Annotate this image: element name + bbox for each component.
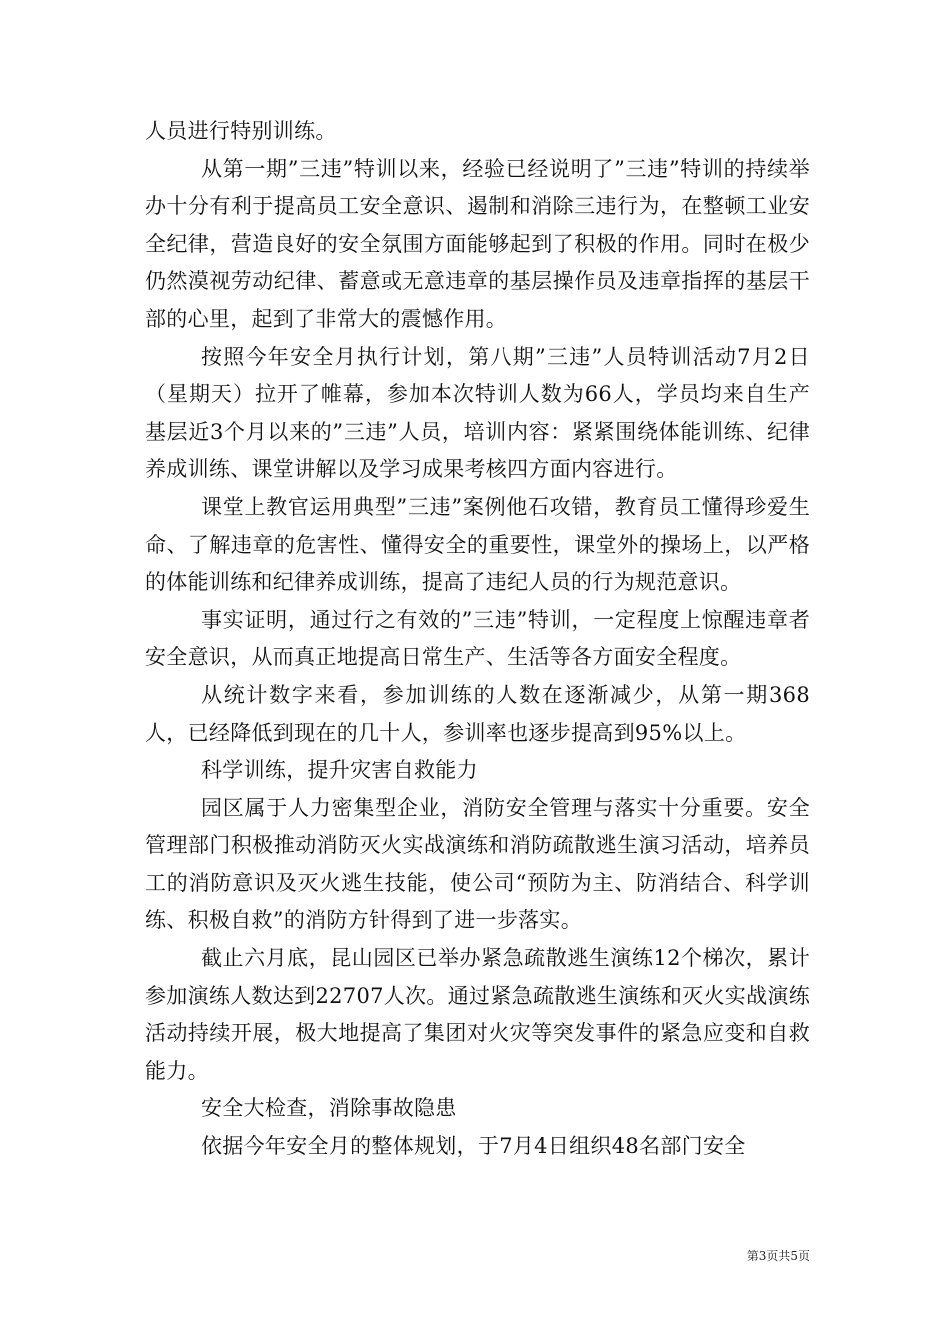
paragraph: 课堂上教官运用典型”三违”案例他石攻错，教育员工懂得珍爱生命、了解违章的危害性、懂得安全的重要性，课堂外的操场上，以严格的体能训练和纪律养成训练，提高了违纪人员的行为规范意识。 [145, 494, 810, 595]
paragraph: 从第一期”三违”特训以来，经验已经说明了”三违”特训的持续举办十分有利于提高员工安全意识、遏制和消除三违行为，在整顿工业安全纪律，营造良好的安全氛围方面能够起到了积极的作用。同时在极少仍然漠视劳动纪律、蓄意或无意违章的基层操作员及违章指挥的基层干部的心里，起到了非常大的震憾作用。 [145, 156, 810, 331]
page-number: 第3页共5页 [746, 1249, 810, 1263]
paragraph: 截止六月底，昆山园区已举办紧急疏散逃生演练12个梯次，累计参加演练人数达到22707人次。通过紧急疏散逃生演练和灭火实战演练活动持续开展，极大地提高了集团对火灾等突发事件的紧急应变和自救能力。 [145, 946, 810, 1083]
paragraph: 从统计数字来看，参加训练的人数在逐渐减少，从第一期368人，已经降低到现在的几十人，参训率也逐步提高到95%以上。 [145, 682, 810, 745]
paragraph: 依据今年安全月的整体规划，于7月4日组织48名部门安全 [201, 1134, 746, 1159]
document-body [145, 113, 810, 1166]
paragraph: 人员进行特别训练。 [145, 119, 337, 143]
paragraph: 事实证明，通过行之有效的”三违”特训，一定程度上惊醒违章者安全意识，从而真正地提高日常生产、生活等各方面安全程度。 [145, 607, 810, 670]
paragraph: 园区属于人力密集型企业，消防安全管理与落实十分重要。安全管理部门积极推动消防灭火实战演练和消防疏散逃生演习活动，培养员工的消防意识及灭火逃生技能，使公司“预防为主、防消结合、科学训练、积极自救”的消防方针得到了进一步落实。 [145, 795, 810, 933]
section-heading: 安全大检查，消除事故隐患 [201, 1096, 457, 1121]
paragraph: 按照今年安全月执行计划，第八期”三违”人员特训活动7月2日（星期天）拉开了帷幕，参加本次特训人数为66人，学员均来自生产基层近3个月以来的”三违”人员，培训内容：紧紧围绕体能训练、纪律养成训练、课堂讲解以及学习成果考核四方面内容进行。 [145, 344, 810, 482]
section-heading: 科学训练，提升灾害自救能力 [201, 758, 478, 783]
